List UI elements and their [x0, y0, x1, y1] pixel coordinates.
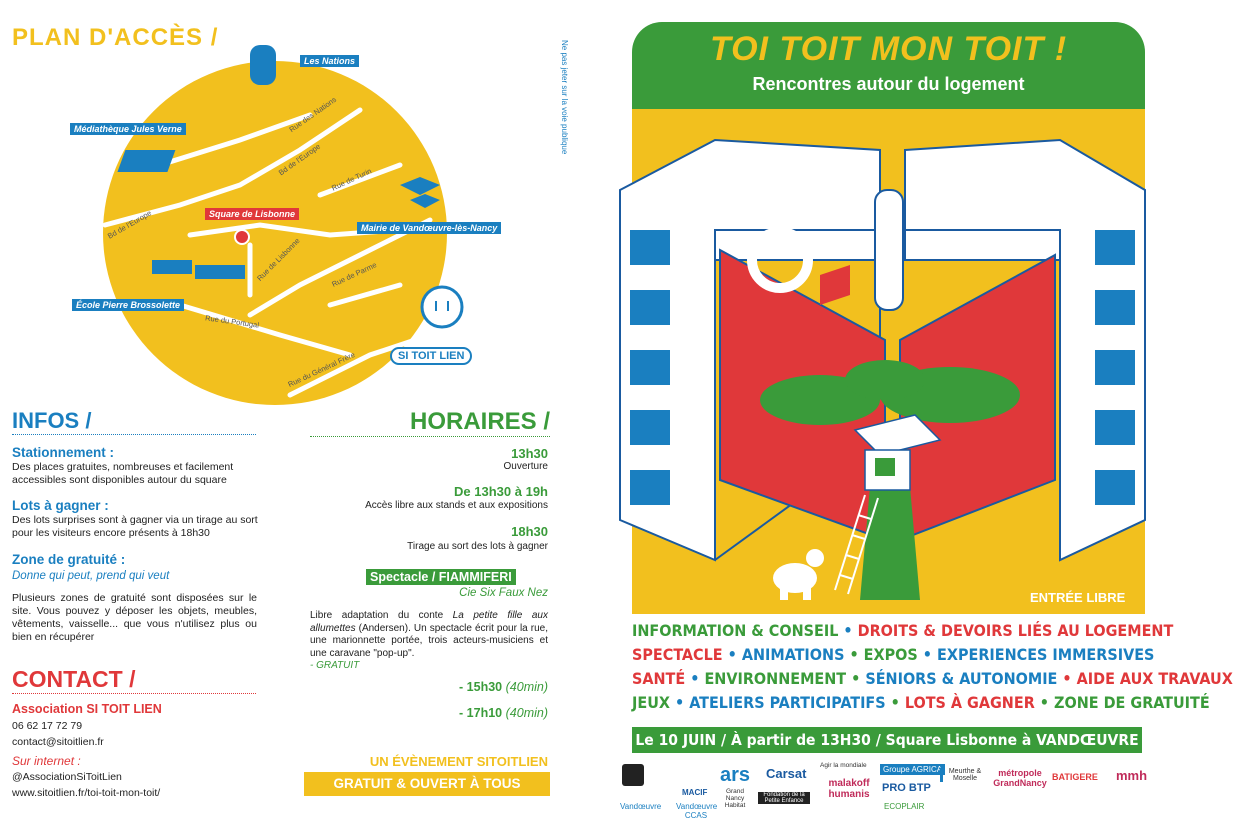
topic-separator: • — [849, 645, 859, 664]
contact-org: Association SI TOIT LIEN — [12, 702, 162, 716]
topic-separator: • — [922, 645, 932, 664]
road-label: Rue de Parme — [330, 260, 378, 289]
event-line: UN ÉVÈNEMENT SITOITLIEN — [369, 754, 548, 769]
entree-libre: ENTRÉE LIBRE — [1030, 590, 1126, 605]
road-label: Rue du Portugal — [204, 313, 260, 330]
logo-carsat: Carsat — [766, 766, 807, 781]
vertical-note: Ne pas jeter sur la voie publique — [560, 40, 569, 155]
topic-row — [632, 621, 1174, 645]
road-label: Bd de l'Europe — [276, 141, 323, 178]
road-label: Rue de Turin — [330, 166, 373, 193]
zone-title: Zone de gratuité : — [12, 552, 126, 567]
topic-item: ATELIERS PARTICIPATIFS — [689, 693, 886, 712]
time-draw-text: Tirage au sort des lots à gagner — [407, 541, 548, 552]
road-label: Bd de l'Europe — [106, 208, 153, 241]
horaires-title: HORAIRES / — [310, 408, 550, 437]
time-opening: 13h30 — [511, 446, 548, 461]
topic-item: ENVIRONNEMENT — [704, 669, 847, 688]
time-opening-text: Ouverture — [503, 461, 548, 472]
spectacle-title: Spectacle / FIAMMIFERI — [366, 569, 516, 585]
topic-separator: • — [890, 693, 900, 712]
topic-item: DROITS & DEVOIRS LIÉS AU LOGEMENT — [857, 621, 1174, 640]
logo-mmh: mmh — [1116, 768, 1148, 783]
topic-item: ZONE DE GRATUITÉ — [1054, 693, 1210, 712]
label-mediatheque: Médiathèque Jules Verne — [70, 123, 186, 135]
topics-list — [632, 621, 1233, 717]
label-square-lisbonne: Square de Lisbonne — [205, 208, 299, 220]
social-handle[interactable]: @AssociationSiToitLien — [12, 771, 122, 783]
poster-title: TOI TOIT MON TOIT ! — [709, 30, 1068, 68]
logo-probtp: PRO BTP — [882, 782, 931, 794]
sitoitlien-logo-text: SI TOIT LIEN — [390, 347, 472, 365]
topic-item: JEUX — [632, 693, 670, 712]
topic-item: SPECTACLE — [632, 645, 723, 664]
time-stands: De 13h30 à 19h — [454, 484, 548, 499]
label-mairie: Mairie de Vandœuvre-lès-Nancy — [357, 222, 501, 234]
web-title: Sur internet : — [12, 754, 81, 768]
zone-text: Plusieurs zones de gratuité sont disposées sur le site. Vous pouvez y déposer les objets, meubles, vêtements, vaisselle... que vous n'utilisez plus ou bien en récupérer — [12, 592, 257, 643]
logo-malakoff: malakoff humanis — [828, 778, 870, 800]
road-label: Rue des Nations — [287, 94, 339, 135]
label-les-nations: Les Nations — [300, 55, 359, 67]
spectacle-desc: Libre adaptation du conte La petite fille aux allumettes (Andersen). Un spectacle écrit pour la rue, une marionnette portée, trois acteurs-musiciens et une caravane "pop-up". — [310, 610, 548, 659]
topic-item: AIDE AUX TRAVAUX — [1076, 669, 1233, 688]
logo-ccas: Vandœuvre CCAS — [676, 802, 718, 820]
show-time-1: - 15h30 (40min) — [459, 680, 548, 694]
topic-separator: • — [690, 669, 700, 688]
topic-row — [632, 693, 1210, 717]
topic-item: EXPERIENCES IMMERSIVES — [937, 645, 1155, 664]
topic-item: INFORMATION & CONSEIL — [632, 621, 839, 640]
topic-row — [632, 645, 1155, 669]
contact-phone[interactable]: 06 62 17 72 79 — [12, 720, 83, 732]
website-link[interactable]: www.sitoitlien.fr/toi-toit-mon-toit/ — [12, 787, 161, 799]
free-banner: GRATUIT & OUVERT À TOUS — [304, 772, 550, 796]
topic-item: EXPOS — [863, 645, 918, 664]
infos-title: INFOS / — [12, 408, 256, 435]
spectacle-gratuit: - GRATUIT — [310, 660, 360, 671]
topic-item: SÉNIORS & AUTONOMIE — [865, 669, 1058, 688]
topic-separator: • — [843, 621, 853, 640]
poster-subtitle: Rencontres autour du logement — [752, 74, 1025, 94]
logo-ag2r: Agir la mondiale — [820, 762, 867, 769]
logo-metropole: métropole GrandNancy — [993, 768, 1047, 788]
topic-row — [632, 669, 1233, 693]
topic-item: ANIMATIONS — [741, 645, 845, 664]
parking-title: Stationnement : — [12, 445, 115, 460]
topic-item: SANTÉ — [632, 669, 686, 688]
topic-separator: • — [851, 669, 861, 688]
topic-separator: • — [1039, 693, 1049, 712]
topic-separator: • — [727, 645, 737, 664]
logo-ars: ars — [720, 764, 751, 786]
topic-item: LOTS À GAGNER — [904, 693, 1035, 712]
label-ecole: École Pierre Brossolette — [72, 299, 184, 311]
time-draw: 18h30 — [511, 524, 548, 539]
logo-gnh: Grand Nancy Habitat — [724, 788, 746, 809]
logo-cd54: Meurthe & Moselle — [940, 768, 987, 782]
topic-separator: • — [1062, 669, 1072, 688]
logo-icon — [622, 764, 644, 786]
zone-motto: Donne qui peut, prend qui veut — [12, 570, 170, 582]
logo-vandoeuvre: Vandœuvre — [620, 802, 662, 811]
date-banner: Le 10 JUIN / À partir de 13H30 / Square Lisbonne à VANDŒUVRE — [632, 727, 1142, 753]
road-label: Rue de Lisbonne — [255, 236, 302, 283]
road-label: Rue du Général Frère — [286, 350, 357, 389]
sitoitlien-logo — [412, 285, 472, 341]
parking-text: Des places gratuites, nombreuses et facilement accessibles sont disponibles autour du square — [12, 461, 234, 486]
topic-separator: • — [675, 693, 685, 712]
logo-agrica: Groupe AGRICA — [880, 764, 945, 775]
logo-fondation: Fondation de la Petite Enfance — [758, 792, 810, 804]
logo-ecoplair: ECOPLAIR — [884, 802, 925, 811]
access-map — [74, 55, 498, 405]
show-time-2: - 17h10 (40min) — [459, 706, 548, 720]
buildings-illustration — [620, 140, 1145, 610]
partner-logos — [620, 762, 1148, 820]
time-stands-text: Accès libre aux stands et aux expositions — [365, 500, 548, 511]
poster — [620, 22, 1233, 820]
plan-title: PLAN D'ACCÈS / — [12, 24, 219, 51]
lots-title: Lots à gagner : — [12, 498, 109, 513]
lots-text: Des lots surprises sont à gagner via un tirage au sort pour les visiteurs encore présents à 18h30 — [12, 514, 258, 539]
contact-title: CONTACT / — [12, 666, 256, 694]
logo-macif: MACIF — [682, 788, 708, 797]
logo-batigere: BATIGERE — [1052, 772, 1098, 782]
contact-email[interactable]: contact@sitoitlien.fr — [12, 736, 104, 748]
spectacle-company: Cie Six Faux Nez — [459, 587, 548, 599]
